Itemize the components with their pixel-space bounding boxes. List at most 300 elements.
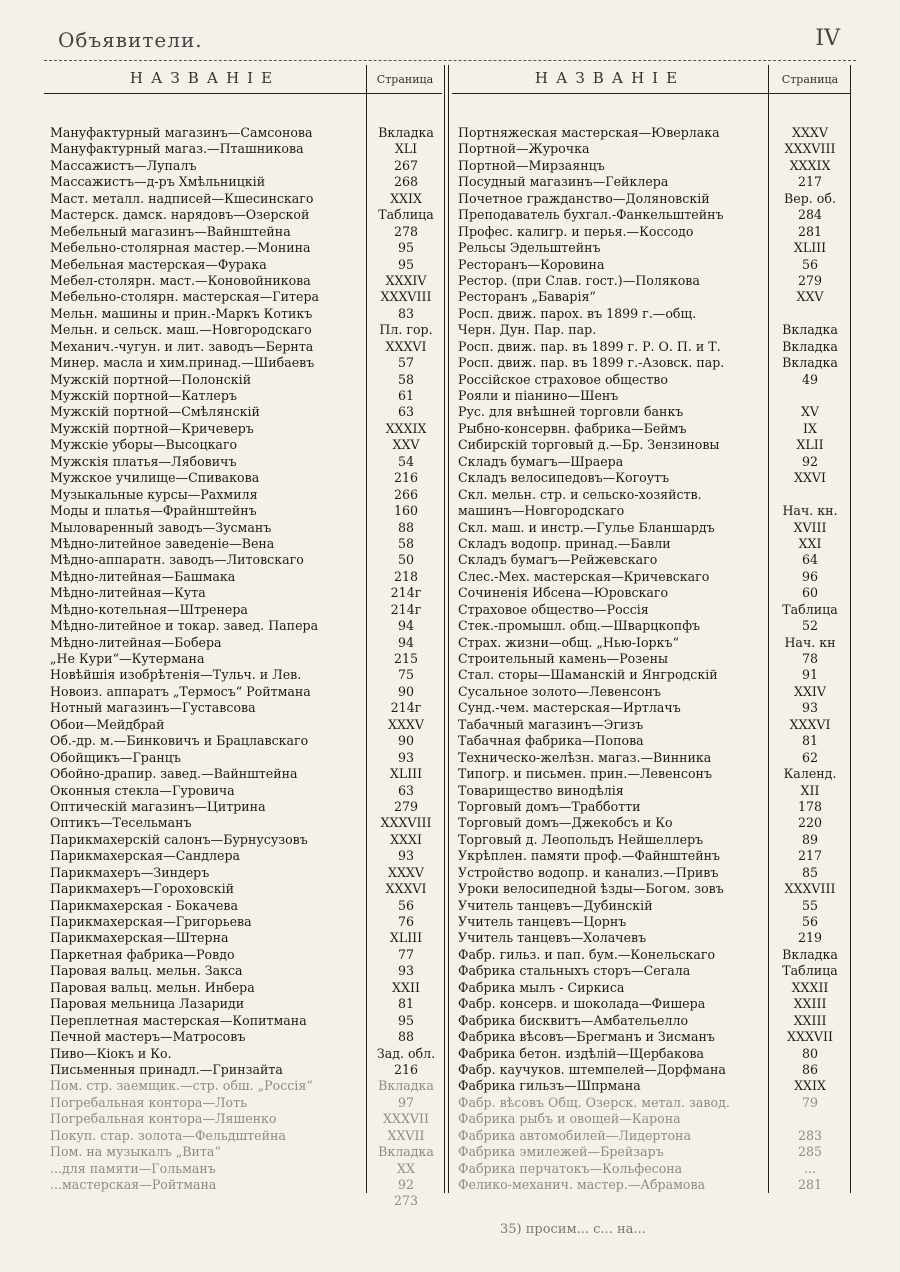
table-row xyxy=(44,437,442,453)
entry-name: Скл. маш. и инстр.—Гулье Бланшардъ xyxy=(458,519,715,535)
entry-page: 58 xyxy=(397,371,415,387)
table-row xyxy=(452,1111,850,1127)
entry-page: 219 xyxy=(797,930,823,946)
entry-page: 94 xyxy=(397,618,415,634)
table-row xyxy=(452,158,850,174)
table-row xyxy=(44,240,442,256)
entry-name: Торговый д. Леопольдъ Нейшеллеръ xyxy=(458,831,704,847)
entry-page: 83 xyxy=(397,305,415,321)
entry-page: XLIII xyxy=(389,930,423,946)
entry-name: Мебельный магазинъ—Вайнштейна xyxy=(50,223,291,239)
entry-page: Вкладка xyxy=(782,322,838,338)
entry-page: XXXVIII xyxy=(784,881,836,897)
entry-page: 89 xyxy=(801,831,819,847)
column-divider-double xyxy=(448,65,449,1193)
table-row xyxy=(452,520,850,536)
entry-name: Сочиненія Ибсена—Юровскаго xyxy=(458,585,669,601)
entry-name: Росп. движ. парох. въ 1899 г.—общ. xyxy=(458,305,697,321)
table-row xyxy=(452,454,850,470)
table-row xyxy=(452,684,850,700)
entry-page: 266 xyxy=(393,486,419,502)
entry-page: 56 xyxy=(801,256,819,272)
table-row xyxy=(452,257,850,273)
table-row xyxy=(44,963,442,979)
table-row xyxy=(452,503,850,519)
table-row xyxy=(452,799,850,815)
entry-page: XXXVIII xyxy=(380,815,432,831)
entry-name: Рельсы Эдельштейнъ xyxy=(458,240,601,256)
entry-name: Слес.-Мех. мастерская—Кричевскаго xyxy=(458,568,710,584)
entry-name: Мѣдно-котельная—Штренера xyxy=(50,601,248,617)
entry-name: Фабр. каучуков. штемпелей—Дорфмана xyxy=(458,1061,726,1077)
entry-page: 88 xyxy=(397,1029,415,1045)
entry-name: Фабрика автомобилей—Лидертона xyxy=(458,1127,691,1143)
entry-name: Уроки велосипедной ѣзды—Богом. зовъ xyxy=(458,881,724,897)
entry-page: Таблица xyxy=(782,963,838,979)
entry-page: 214г xyxy=(390,700,422,716)
entry-page: 88 xyxy=(397,519,415,535)
entry-page: 178 xyxy=(797,798,823,814)
entry-page: 49 xyxy=(801,371,819,387)
entry-name: ...мастерская—Ройтмана xyxy=(50,1177,217,1192)
entry-page: 216 xyxy=(393,1061,419,1077)
entry-name: Музыкальные курсы—Рахмиля xyxy=(50,486,258,502)
entry-name: Массажистъ—Лупалъ xyxy=(50,157,197,173)
entry-name: Портной—Журочка xyxy=(458,141,590,157)
entry-page: Пл. гор. xyxy=(379,322,433,338)
table-row xyxy=(44,306,442,322)
table-row xyxy=(44,1062,442,1078)
entry-page: XLII xyxy=(796,437,824,453)
entry-page: XXIX xyxy=(794,1078,826,1094)
entry-page: Таблица xyxy=(378,207,434,223)
entry-name: Новѣйшія изобрѣтенія—Тульч. и Лев. xyxy=(50,667,302,683)
page-header: Страница xyxy=(781,73,839,86)
table-row xyxy=(452,1144,850,1160)
entry-page: 92 xyxy=(801,453,819,469)
entry-name: Табачная фабрика—Попова xyxy=(458,733,644,749)
entry-page: Вер. об. xyxy=(784,190,836,206)
entry-name: Мѣдно-литейное и токар. завед. Папера xyxy=(50,618,319,634)
entry-name: Фелико-механич. мастер.—Абрамова xyxy=(458,1177,706,1192)
table-row xyxy=(44,1177,442,1193)
entry-name: Оптикъ—Тесельманъ xyxy=(50,815,192,831)
table-row xyxy=(44,404,442,420)
entry-page: XXXVI xyxy=(385,881,427,897)
table-row xyxy=(452,1029,850,1045)
table-row xyxy=(452,552,850,568)
entry-name: Печной мастеръ—Матросовъ xyxy=(50,1029,246,1045)
entry-page: Вкладка xyxy=(378,1078,434,1094)
table-row xyxy=(44,454,442,470)
table-row xyxy=(44,421,442,437)
table-row xyxy=(44,552,442,568)
table-row xyxy=(452,355,850,371)
table-row xyxy=(44,750,442,766)
table-row xyxy=(452,881,850,897)
entry-name: Фабрика рыбъ и овощей—Карона xyxy=(458,1111,681,1127)
table-row xyxy=(44,1078,442,1094)
table-row xyxy=(452,388,850,404)
entry-page: Таблица xyxy=(782,601,838,617)
table-row xyxy=(452,733,850,749)
entry-page: 285 xyxy=(797,1144,823,1160)
entry-page: XXIX xyxy=(390,190,422,206)
table-row xyxy=(44,1128,442,1144)
entry-page: 75 xyxy=(397,667,415,683)
entry-name: Парикмахерская—Григорьева xyxy=(50,914,252,929)
entry-name: Товарищество винодѣлія xyxy=(458,782,624,798)
entry-page: 80 xyxy=(801,1045,819,1061)
table-row xyxy=(44,372,442,388)
entry-page: 85 xyxy=(801,864,819,880)
table-row xyxy=(44,289,442,305)
table-row xyxy=(452,750,850,766)
entry-page: 94 xyxy=(397,634,415,650)
entry-name: Стал. сторы—Шаманскій и Янгродскій xyxy=(458,667,718,683)
table-row xyxy=(44,273,442,289)
table-row xyxy=(452,848,850,864)
table-row xyxy=(44,1144,442,1160)
table-row xyxy=(44,125,442,141)
footer-note: 35) просим... с... на... xyxy=(500,1222,646,1237)
table-row xyxy=(44,947,442,963)
table-row xyxy=(44,569,442,585)
entry-name: Обои—Мейдбрай xyxy=(50,716,165,732)
table-row xyxy=(452,207,850,223)
entry-page: XXXV xyxy=(388,864,424,880)
table-row xyxy=(452,1161,850,1177)
table-row xyxy=(44,783,442,799)
entry-page: 273 xyxy=(393,1193,419,1209)
table-row xyxy=(44,503,442,519)
entry-page: 90 xyxy=(397,683,415,699)
entry-page: XXXVII xyxy=(787,1029,833,1045)
entry-page: Нач. кн. xyxy=(782,503,838,519)
entry-page: 97 xyxy=(397,1094,415,1110)
column-divider xyxy=(444,65,445,1193)
table-row xyxy=(44,700,442,716)
entry-page: 56 xyxy=(397,897,415,913)
table-row xyxy=(452,700,850,716)
table-row xyxy=(452,1046,850,1062)
entry-name: Мѣдно-литейная—Бобера xyxy=(50,634,222,650)
entry-page: 77 xyxy=(397,946,415,962)
entry-page: XXXVIII xyxy=(380,289,432,305)
table-row xyxy=(452,585,850,601)
entry-name: Паровая мельница Лазариди xyxy=(50,996,245,1012)
table-row xyxy=(452,1177,850,1193)
entry-page: 281 xyxy=(797,223,823,239)
table-row xyxy=(44,388,442,404)
entry-name: Фабр. вѣсовъ Общ. Озерск. метал. завод. xyxy=(458,1094,730,1110)
top-dashed-rule xyxy=(44,60,856,61)
entry-name: Мебельно-столярн. мастерская—Гитера xyxy=(50,289,320,305)
entry-name: Черн. Дун. Пар. пар. xyxy=(458,322,597,338)
table-row xyxy=(44,914,442,930)
entry-page: 218 xyxy=(393,568,419,584)
entry-name: Мебельная мастерская—Фурака xyxy=(50,256,267,272)
table-row xyxy=(44,520,442,536)
table-row xyxy=(452,174,850,190)
entry-name: Учитель танцевъ—Холачевъ xyxy=(458,930,647,946)
table-row xyxy=(452,273,850,289)
entry-name: Сибирскій торговый д.—Бр. Зензиновы xyxy=(458,437,720,453)
entry-page: 92 xyxy=(397,1177,415,1192)
entry-name: Ресторанъ „Баварія“ xyxy=(458,289,596,305)
table-row xyxy=(452,930,850,946)
entry-page: XXI xyxy=(798,535,822,551)
entry-page: XXV xyxy=(796,289,824,305)
entry-page: 95 xyxy=(397,256,415,272)
entry-name: Пом. стр. заемщик.—стр. обш. „Россія“ xyxy=(50,1078,313,1094)
entry-page: 267 xyxy=(393,157,419,173)
table-row xyxy=(452,783,850,799)
table-row xyxy=(452,602,850,618)
entry-page: 64 xyxy=(801,552,819,568)
entry-name: Паровая вальц. мельн. Закса xyxy=(50,963,243,979)
table-row xyxy=(44,322,442,338)
entry-name: Ресторанъ—Коровина xyxy=(458,256,605,272)
table-row xyxy=(44,158,442,174)
entry-name: Страх. жизни—общ. „Нью-Іоркъ“ xyxy=(458,634,679,650)
table-row xyxy=(452,224,850,240)
entry-name: Фабрика вѣсовъ—Брегманъ и Зисманъ xyxy=(458,1029,715,1045)
entry-page: 81 xyxy=(397,996,415,1012)
entry-page: 284 xyxy=(797,207,823,223)
entry-page: XXXIV xyxy=(385,272,427,288)
entry-page: XXV xyxy=(392,437,420,453)
entry-name: Страховое общество—Россія xyxy=(458,601,649,617)
left-rows xyxy=(44,125,442,1210)
entry-page: Нач. кн xyxy=(784,634,836,650)
entry-name: Парикмахерская - Бокачева xyxy=(50,897,238,913)
table-row xyxy=(452,487,850,503)
entry-name: Мужское училище—Спивакова xyxy=(50,470,260,486)
table-row xyxy=(44,174,442,190)
entry-name: Механич.-чугун. и лит. заводъ—Бернта xyxy=(50,338,314,354)
entry-name: Об.-др. м.—Бинковичъ и Брацлавскаго xyxy=(50,733,309,749)
table-row xyxy=(452,651,850,667)
page-number: IV xyxy=(815,26,840,51)
table-row xyxy=(44,1193,442,1209)
entry-page: 281 xyxy=(797,1177,823,1192)
entry-name: Мѣдно-литейная—Башмака xyxy=(50,568,236,584)
entry-page: XLIII xyxy=(389,766,423,782)
entry-page: Вкладка xyxy=(378,125,434,140)
entry-page: XXIV xyxy=(793,683,826,699)
entry-page: Календ. xyxy=(783,766,837,782)
entry-name: Новоиз. аппаратъ „Термосъ“ Ройтмана xyxy=(50,683,311,699)
entry-page: Вкладка xyxy=(782,355,838,371)
entry-name: Оконныя стекла—Гуровича xyxy=(50,782,235,798)
entry-page: XXVII xyxy=(387,1127,425,1143)
entry-page: XXXIX xyxy=(385,420,427,436)
table-row xyxy=(44,355,442,371)
table-row xyxy=(44,832,442,848)
entry-name: Оптическій магазинъ—Цитрина xyxy=(50,798,266,814)
entry-page: XX xyxy=(397,1160,415,1176)
entry-page: 93 xyxy=(397,749,415,765)
table-row xyxy=(452,569,850,585)
table-row xyxy=(44,651,442,667)
table-row xyxy=(452,240,850,256)
table-row xyxy=(452,339,850,355)
table-row xyxy=(44,141,442,157)
entry-name: Фабрика мылъ - Сиркиса xyxy=(458,979,625,995)
entry-name: Типогр. и письмен. прин.—Левенсонъ xyxy=(458,766,712,782)
right-header-row xyxy=(452,65,850,94)
entry-name: Фабрика гильзъ—Шпрмана xyxy=(458,1078,641,1094)
entry-page: 62 xyxy=(801,749,819,765)
entry-name: Фабрика эмилежей—Брейзаръ xyxy=(458,1144,664,1160)
entry-page: 215 xyxy=(393,651,419,666)
table-row xyxy=(44,865,442,881)
table-row xyxy=(452,914,850,930)
entry-name: Скл. мельн. стр. и сельско-хозяйств. xyxy=(458,486,702,502)
entry-page: 93 xyxy=(801,700,819,716)
name-header: НАЗВАНІЕ xyxy=(129,69,281,87)
entry-page: 63 xyxy=(397,782,415,798)
entry-page: 52 xyxy=(801,618,819,634)
entry-page: XVIII xyxy=(793,519,827,535)
table-row xyxy=(452,437,850,453)
right-rows xyxy=(452,125,850,1193)
right-column xyxy=(452,65,850,1193)
table-row xyxy=(452,898,850,914)
entry-name: Посудный магазинъ—Гейклера xyxy=(458,174,669,190)
table-row xyxy=(452,717,850,733)
entry-page: XXIII xyxy=(793,996,827,1012)
entry-name: Торговый домъ—Джекобсъ и Ко xyxy=(458,815,673,831)
entry-name: Фабрика стальныхъ сторъ—Сегала xyxy=(458,963,691,979)
entry-page: 58 xyxy=(397,535,415,551)
entry-page: XXXV xyxy=(388,716,424,732)
entry-name: Росп. движ. пар. въ 1899 г. Р. О. П. и Т. xyxy=(458,338,721,354)
table-row xyxy=(452,1013,850,1029)
table-row xyxy=(44,1046,442,1062)
entry-page: 90 xyxy=(397,733,415,749)
right-outer-border xyxy=(850,65,851,1193)
entry-name: Парикмахерскій салонъ—Бурнусузовъ xyxy=(50,831,308,847)
table-row xyxy=(452,947,850,963)
entry-page: 61 xyxy=(397,388,415,403)
entry-page: 86 xyxy=(801,1061,819,1077)
entry-page: XLI xyxy=(394,141,418,157)
entry-name: Фабр. гильз. и пап. бум.—Конельскаго xyxy=(458,946,716,962)
entry-page: 78 xyxy=(801,651,819,666)
entry-name: Мужскій портной—Катлеръ xyxy=(50,388,237,403)
entry-page: XXXVI xyxy=(385,338,427,354)
entry-page: 214г xyxy=(390,585,422,601)
entry-page: 217 xyxy=(797,174,823,190)
entry-name: Портняжеская мастерская—Юверлака xyxy=(458,125,720,140)
entry-name: Покуп. стар. золота—Фельдштейна xyxy=(50,1127,286,1143)
table-row xyxy=(44,848,442,864)
left-header-row xyxy=(44,65,442,94)
entry-page: 63 xyxy=(397,404,415,420)
entry-name: Обойщикъ—Гранцъ xyxy=(50,749,181,765)
table-row xyxy=(452,404,850,420)
entry-name: Почетное гражданство—Доляновскій xyxy=(458,190,710,206)
table-row xyxy=(452,815,850,831)
table-row xyxy=(44,684,442,700)
left-column xyxy=(44,65,442,1209)
table-row xyxy=(44,667,442,683)
name-header: НАЗВАНІЕ xyxy=(534,69,686,87)
entry-page: 279 xyxy=(797,272,823,288)
entry-name: Погребальная контора—Лоть xyxy=(50,1094,247,1110)
table-row xyxy=(44,1095,442,1111)
entry-name: Маст. металл. надписей—Кшесинскаго xyxy=(50,190,314,206)
entry-page: 91 xyxy=(801,667,819,683)
table-row xyxy=(452,832,850,848)
table-row xyxy=(452,1062,850,1078)
table-row xyxy=(44,766,442,782)
table-row xyxy=(452,963,850,979)
entry-name: Стек.-промышл. общ.—Шварцкопфъ xyxy=(458,618,701,634)
entry-page: 216 xyxy=(393,470,419,486)
entry-name: Массажистъ—д-ръ Хмѣльницкій xyxy=(50,174,266,190)
entry-name: Мыловаренный заводъ—Зусманъ xyxy=(50,519,272,535)
entry-page: XV xyxy=(800,404,820,420)
entry-name: Мѣдно-литейное заведеніе—Вена xyxy=(50,535,275,551)
entry-page: 95 xyxy=(397,1012,415,1028)
table-row xyxy=(452,996,850,1012)
entry-page: 278 xyxy=(393,223,419,239)
entry-name: Мѣдно-литейная—Кута xyxy=(50,585,206,601)
entry-page: XXXII xyxy=(791,979,829,995)
entry-page: 283 xyxy=(797,1127,823,1143)
entry-name: Фабрика бисквитъ—Амбательелло xyxy=(458,1012,689,1028)
entry-name: Письменныя принадл.—Гринзайта xyxy=(50,1061,283,1077)
entry-page: Вкладка xyxy=(782,946,838,962)
entry-name: Складъ велосипедовъ—Когоутъ xyxy=(458,470,670,486)
entry-name: Моды и платья—Фрайнштейнъ xyxy=(50,503,257,519)
entry-page: XXXI xyxy=(390,831,422,847)
entry-name: Мастерск. дамск. нарядовъ—Озерской xyxy=(50,207,310,223)
entry-name: Рус. для внѣшней торговли банкъ xyxy=(458,404,684,420)
entry-page: 93 xyxy=(397,848,415,864)
entry-name: Минер. масла и хим.принад.—Шибаевъ xyxy=(50,355,315,371)
table-row xyxy=(44,470,442,486)
entry-name: Техническо-желѣзн. магаз.—Винника xyxy=(458,749,712,765)
table-row xyxy=(452,372,850,388)
entry-page: XXXVIII xyxy=(784,141,836,157)
table-row xyxy=(44,980,442,996)
table-row xyxy=(452,1128,850,1144)
table-row xyxy=(44,930,442,946)
entry-page: 93 xyxy=(397,963,415,979)
table-row xyxy=(44,881,442,897)
entry-page: XXXVI xyxy=(789,716,831,732)
entry-page: 268 xyxy=(393,174,419,190)
entry-page: 279 xyxy=(393,798,419,814)
entry-name: ...для памяти—Гольманъ xyxy=(50,1160,216,1176)
entry-page: XXII xyxy=(392,979,420,995)
entry-name: Устройство водопр. и канализ.—Привъ xyxy=(458,864,719,880)
table-row xyxy=(452,125,850,141)
entry-name: Складъ водопр. принад.—Бавли xyxy=(458,535,671,551)
table-row xyxy=(44,1029,442,1045)
entry-page: 50 xyxy=(397,552,415,568)
entry-name: Учитель танцевъ—Цорнъ xyxy=(458,914,627,929)
entry-page: 56 xyxy=(801,914,819,929)
table-row xyxy=(44,207,442,223)
table-row xyxy=(452,141,850,157)
entry-page: 160 xyxy=(393,503,419,519)
entry-name: Паркетная фабрика—Ровдо xyxy=(50,946,235,962)
